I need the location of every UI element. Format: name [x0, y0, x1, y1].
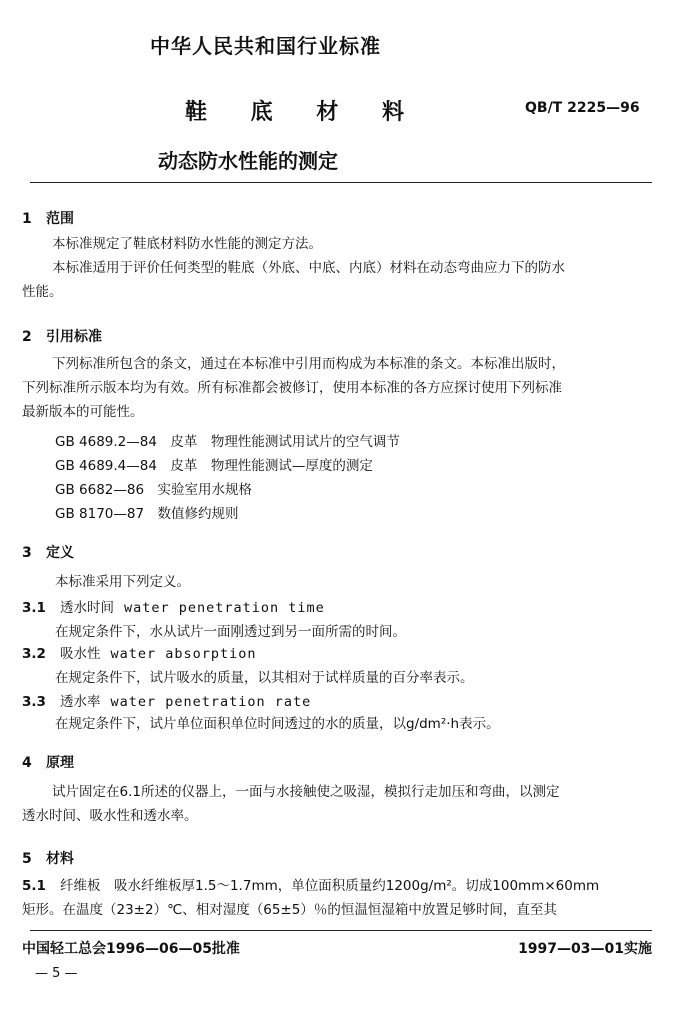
document-subtitle: 动态防水性能的测定 — [158, 149, 338, 173]
term-definition: 在规定条件下，试片单位面积单位时间透过的水的质量，以g/dm²·h表示。 — [55, 716, 500, 732]
reference-standard: GB 8170—87 数值修约规则 — [55, 506, 239, 522]
document-title: 鞋 底 材 料 — [185, 100, 422, 125]
term-chinese: 吸水性 — [60, 646, 101, 662]
term-3-2 — [22, 642, 257, 662]
section-title: 定义 — [46, 545, 74, 561]
section-number: 3 — [22, 545, 32, 561]
item-number: 5.1 — [22, 878, 46, 894]
reference-standard: GB 6682—86 实验室用水规格 — [55, 482, 253, 498]
term-english: water penetration rate — [110, 694, 312, 710]
section-number: 4 — [22, 755, 32, 771]
term-3-1 — [22, 596, 325, 616]
term-number: 3.3 — [22, 694, 46, 710]
section-4-heading — [22, 752, 74, 772]
section-5-heading — [22, 848, 74, 868]
section-number: 2 — [22, 329, 32, 345]
term-english: water penetration time — [124, 600, 325, 616]
term-3-3 — [22, 690, 311, 710]
section-title: 材料 — [46, 851, 74, 867]
page-number: — 5 — — [35, 966, 78, 981]
section-title: 引用标准 — [46, 329, 102, 345]
paragraph-line: 性能。 — [22, 284, 63, 300]
section-number: 5 — [22, 851, 32, 867]
approval-date: 中国轻工总会1996—06—05批准 — [22, 941, 240, 957]
definition-intro: 本标准采用下列定义。 — [55, 574, 190, 590]
term-definition: 在规定条件下，水从试片一面刚透过到另一面所需的时间。 — [55, 624, 406, 640]
item-text: 纤维板 吸水纤维板厚1.5～1.7mm，单位面积质量约1200g/m²。切成100mm×60mm — [60, 878, 600, 894]
section-title: 原理 — [46, 755, 74, 771]
paragraph-line: 下列标准所包含的条文，通过在本标准中引用而构成为本标准的条文。本标准出版时， — [52, 356, 565, 372]
section-1-heading — [22, 208, 74, 228]
footer-divider — [30, 930, 652, 931]
paragraph-line: 透水时间、吸水性和透水率。 — [22, 808, 198, 824]
paragraph-line: 本标准规定了鞋底材料防水性能的测定方法。 — [52, 236, 322, 252]
section-5-body — [22, 874, 652, 922]
term-chinese: 透水率 — [60, 694, 101, 710]
paragraph-line: 下列标准所示版本均为有效。所有标准都会被修订，使用本标准的各方应探讨使用下列标准 — [22, 380, 562, 396]
section-1-body — [22, 232, 652, 304]
header-divider — [30, 182, 652, 183]
standard-organization: 中华人民共和国行业标准 — [150, 34, 381, 58]
section-2-heading — [22, 326, 102, 346]
reference-standard: GB 4689.2—84 皮革 物理性能测试用试片的空气调节 — [55, 434, 400, 450]
term-english: water absorption — [110, 646, 257, 662]
term-number: 3.2 — [22, 646, 46, 662]
section-4-body — [22, 780, 652, 828]
term-chinese: 透水时间 — [60, 600, 114, 616]
section-2-body — [22, 352, 652, 424]
section-3-heading — [22, 542, 74, 562]
paragraph-line: 最新版本的可能性。 — [22, 404, 144, 420]
section-number: 1 — [22, 211, 32, 227]
effective-date: 1997—03—01实施 — [518, 941, 652, 957]
paragraph-line — [22, 874, 652, 898]
reference-standard: GB 4689.4—84 皮革 物理性能测试—厚度的测定 — [55, 458, 373, 474]
paragraph-line: 试片固定在6.1所述的仪器上，一面与水接触使之吸湿，模拟行走加压和弯曲，以测定 — [52, 784, 560, 800]
term-definition: 在规定条件下，试片吸水的质量，以其相对于试样质量的百分率表示。 — [55, 670, 474, 686]
paragraph-line: 本标准适用于评价任何类型的鞋底（外底、中底、内底）材料在动态弯曲应力下的防水 — [52, 260, 565, 276]
term-number: 3.1 — [22, 600, 46, 616]
paragraph-line: 矩形。在温度（23±2）℃、相对湿度（65±5）％的恒温恒湿箱中放置足够时间，直至其 — [22, 902, 557, 918]
standard-code: QB/T 2225—96 — [525, 100, 640, 116]
section-title: 范围 — [46, 211, 74, 227]
